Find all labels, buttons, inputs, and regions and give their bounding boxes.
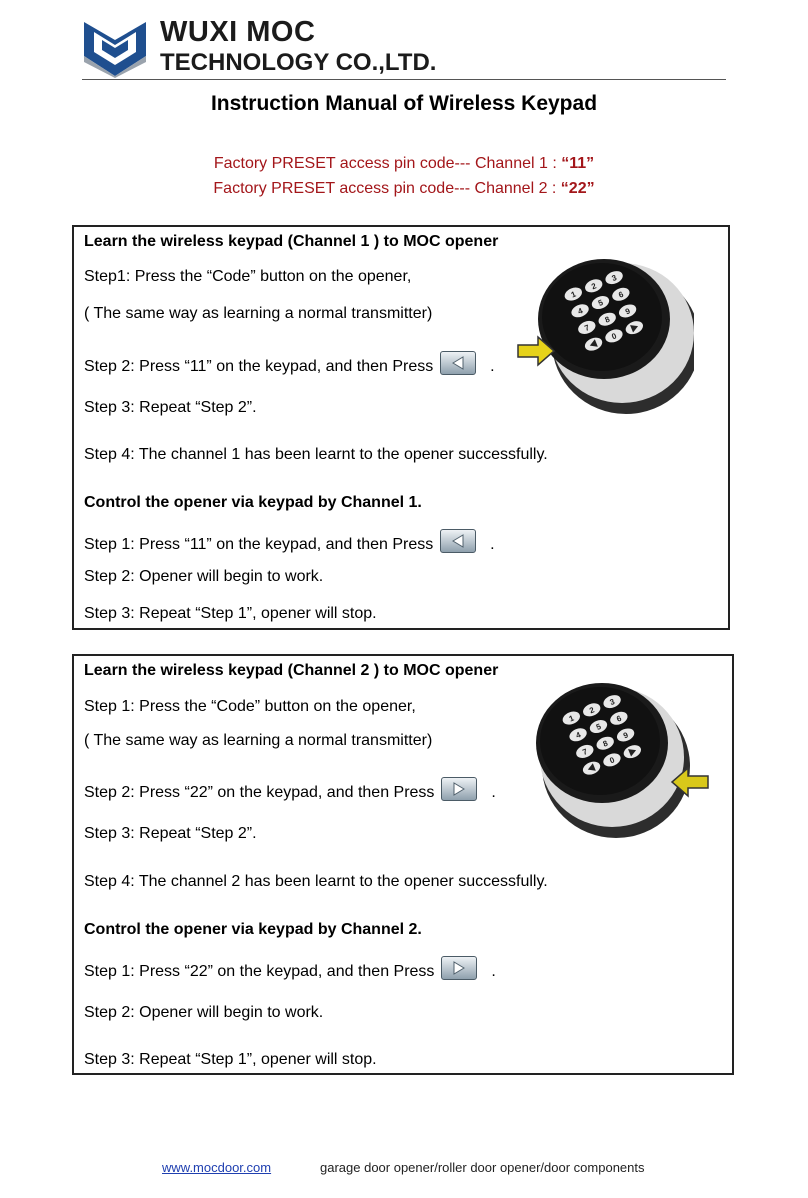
svg-text:9: 9 [622,730,630,741]
step-line: Step 1: Press the “Code” button on the opener, [84,698,416,715]
keypad-image [514,247,694,417]
period: . [491,784,496,801]
period: . [490,536,495,553]
company-name: WUXI MOC [160,16,316,48]
footer-website-link[interactable]: www.mocdoor.com [162,1160,272,1175]
step-line: Step 3: Repeat “Step 2”. [84,399,257,416]
step-text: Step 2: Press “11” on the keypad, and then Press [84,358,434,375]
svg-text:6: 6 [617,289,625,300]
control-step-press [84,529,495,554]
svg-text:9: 9 [624,306,632,317]
company-logo-mark [82,18,148,78]
control-heading: Control the opener via keypad by Channel 1. [84,494,422,511]
control-step-press [84,956,496,981]
right-arrow-button-icon [441,956,477,980]
svg-text:0: 0 [608,755,616,766]
preset-text: Factory PRESET access pin code--- Channel 1 : [213,155,562,172]
step-line: Step 2: Opener will begin to work. [84,1004,324,1021]
left-arrow-button-icon [440,529,476,553]
left-arrow-button-icon [440,351,476,375]
step-line: Step 4: The channel 2 has been learnt to the opener successfully. [84,873,548,890]
svg-text:4: 4 [574,730,583,741]
preset-code: “11” [561,155,595,172]
svg-text:5: 5 [594,721,603,732]
step-line-press [84,777,496,802]
section-heading: Learn the wireless keypad (Channel 1 ) to MOC opener [84,233,499,250]
period: . [490,358,495,375]
step-line: Step 3: Repeat “Step 1”, opener will stop. [84,605,377,622]
preset-text: Factory PRESET access pin code--- Channel 2 : [213,180,561,197]
control-heading: Control the opener via keypad by Channel 2. [84,921,422,938]
step-line: Step1: Press the “Code” button on the opener, [84,268,412,285]
step-line: Step 3: Repeat “Step 2”. [84,825,257,842]
header-divider [82,79,726,80]
step-text: Step 1: Press “11” on the keypad, and then Press [84,536,434,553]
footer-description: garage door opener/roller door opener/door components [320,1160,645,1175]
step-text: Step 1: Press “22” on the keypad, and then Press [84,963,435,980]
svg-text:3: 3 [610,273,619,284]
step-line: Step 4: The channel 1 has been learnt to the opener successfully. [84,446,548,463]
step-line: Step 3: Repeat “Step 1”, opener will stop. [84,1051,377,1068]
preset-channel-2 [0,180,808,198]
svg-text:7: 7 [581,746,589,757]
keypad-image [524,668,714,843]
step-line: ( The same way as learning a normal transmitter) [84,305,433,322]
right-arrow-button-icon [441,777,477,801]
preset-code: “22” [560,180,595,197]
period: . [491,963,496,980]
svg-text:2: 2 [588,705,596,716]
section-channel-2 [72,654,734,1075]
svg-text:0: 0 [610,331,618,342]
svg-text:2: 2 [590,281,598,292]
section-channel-1 [72,225,730,630]
svg-text:3: 3 [608,697,617,708]
svg-text:5: 5 [596,297,605,308]
svg-text:8: 8 [601,738,610,749]
svg-text:1: 1 [569,289,578,300]
step-line: Step 2: Opener will begin to work. [84,568,324,585]
company-subtitle: TECHNOLOGY CO.,LTD. [160,49,437,76]
svg-text:7: 7 [583,322,591,333]
svg-text:1: 1 [567,713,576,724]
svg-text:8: 8 [603,314,612,325]
svg-text:6: 6 [615,713,623,724]
step-line-press [84,351,495,376]
preset-channel-1 [0,155,808,173]
step-text: Step 2: Press “22” on the keypad, and then Press [84,784,435,801]
page-title: Instruction Manual of Wireless Keypad [210,92,598,115]
svg-text:4: 4 [576,306,585,317]
step-line: ( The same way as learning a normal transmitter) [84,732,433,749]
section-heading: Learn the wireless keypad (Channel 2 ) to MOC opener [84,662,499,679]
